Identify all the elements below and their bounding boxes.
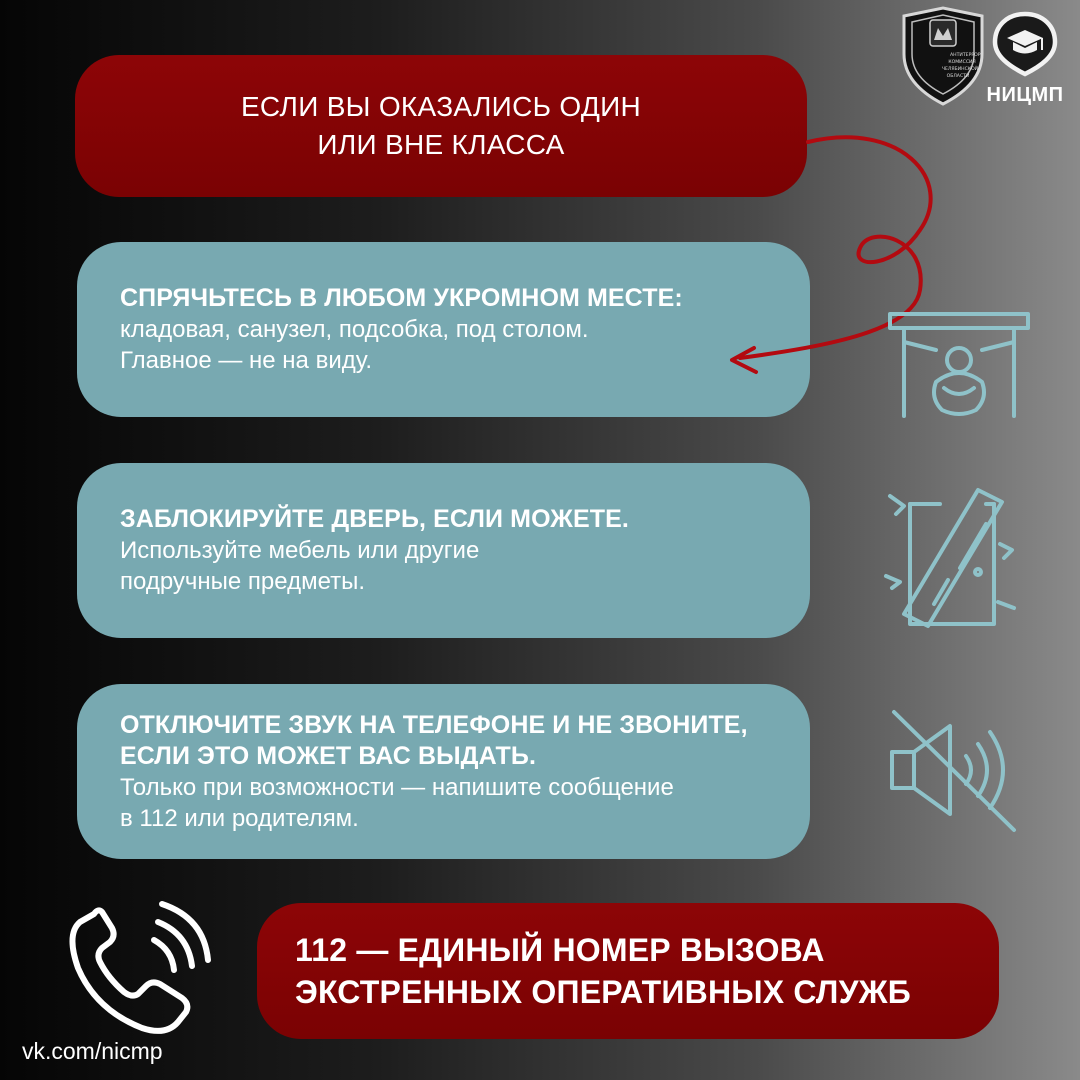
vk-link[interactable]: vk.com/nicmp bbox=[22, 1038, 163, 1064]
step-card-mute-phone bbox=[77, 684, 810, 859]
step-title: СПРЯЧЬТЕСЬ В ЛЮБОМ УКРОМНОМ МЕСТЕ: bbox=[120, 284, 683, 312]
barricaded-door-icon bbox=[882, 484, 1022, 632]
step-body-line-1: Используйте мебель или другие bbox=[120, 537, 480, 564]
header-banner bbox=[75, 55, 807, 197]
nicmp-logo bbox=[985, 8, 1065, 108]
svg-text:ЧЕЛЯБИНСКОЙ: ЧЕЛЯБИНСКОЙ bbox=[941, 67, 979, 72]
emergency-number-text bbox=[295, 929, 911, 1013]
phone-ringing-icon bbox=[62, 900, 212, 1040]
header-title bbox=[241, 88, 641, 164]
antiterror-commission-emblem bbox=[900, 6, 986, 108]
step-title-line-1: ОТКЛЮЧИТЕ ЗВУК НА ТЕЛЕФОНЕ И НЕ ЗВОНИТЕ, bbox=[120, 710, 748, 739]
emblem-text: АНТИТЕРРОР. bbox=[950, 53, 982, 58]
step-title-line-2: ЕСЛИ ЭТО МОЖЕТ ВАС ВЫДАТЬ. bbox=[120, 741, 536, 770]
mute-speaker-icon bbox=[884, 706, 1024, 834]
step-body-line-2: Главное — не на виду. bbox=[120, 347, 372, 374]
svg-text:КОМИССИЯ: КОМИССИЯ bbox=[948, 60, 976, 65]
emergency-number-line-1: 112 — ЕДИНЫЙ НОМЕР ВЫЗОВА bbox=[295, 932, 825, 968]
step-body-line-2: в 112 или родителям. bbox=[120, 804, 359, 832]
step-title: ЗАБЛОКИРУЙТЕ ДВЕРЬ, ЕСЛИ МОЖЕТЕ. bbox=[120, 505, 629, 533]
emergency-number-banner bbox=[257, 903, 999, 1039]
svg-text:ОБЛАСТИ: ОБЛАСТИ bbox=[946, 74, 970, 79]
graduation-cap-pin-icon bbox=[985, 8, 1065, 78]
header-title-line-1: ЕСЛИ ВЫ ОКАЗАЛИСЬ ОДИН bbox=[240, 91, 642, 122]
hiding-under-table-icon bbox=[884, 308, 1034, 420]
emergency-number-line-2: ЭКСТРЕННЫХ ОПЕРАТИВНЫХ СЛУЖБ bbox=[295, 974, 912, 1010]
step-body-line-1: кладовая, санузел, подсобка, под столом. bbox=[120, 316, 589, 343]
shield-emblem-icon bbox=[900, 6, 986, 108]
step-body-line-2: подручные предметы. bbox=[120, 568, 366, 595]
step-body-line-1: Только при возможности — напишите сообщение bbox=[120, 773, 674, 801]
step-card-block-door bbox=[77, 463, 810, 638]
nicmp-logo-text: НИЦМП bbox=[986, 84, 1064, 106]
header-title-line-2: ИЛИ ВНЕ КЛАССА bbox=[317, 129, 565, 160]
